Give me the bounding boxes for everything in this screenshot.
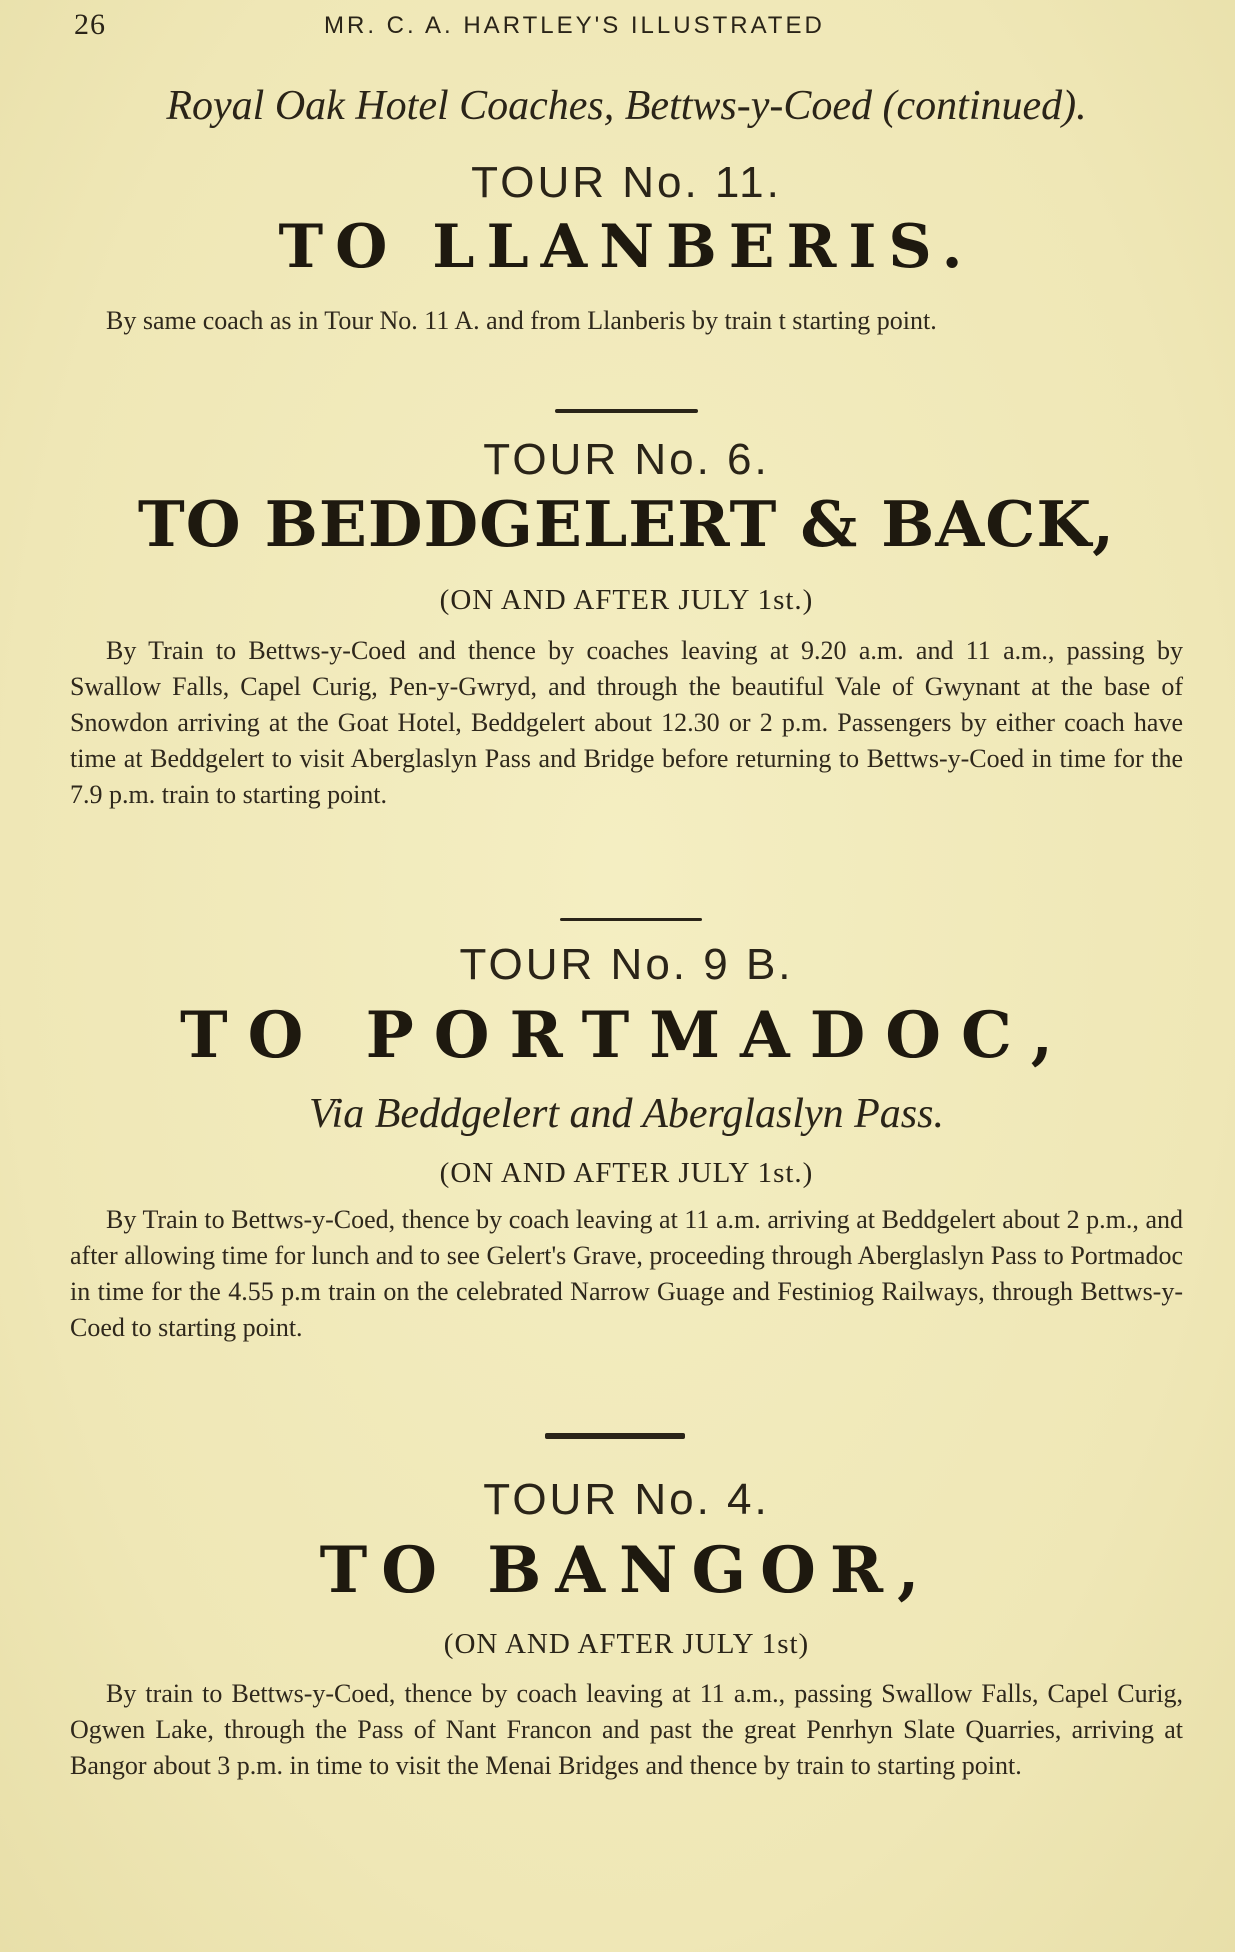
tour-9b-route: Via Beddgelert and Aberglaslyn Pass. [309,1091,944,1137]
tour-6-destination: TO BEDDGELERT & BACK, [137,487,1116,561]
tour-4-description: By train to Bettws-y-Coed, thence by coach leaving at 11 a.m., passing Swallow Falls, Capel Curig, Ogwen Lake, through the Pass of Nant Francon and past the great Penrhyn Slate Quarries, arriving at Bangor about 3 p.m. in time to visit the Menai Bridges and thence by train to starting point. [70,1679,1183,1780]
tour-6-description: By Train to Bettws-y-Coed and thence by coaches leaving at 9.20 a.m. and 11 a.m., passing by Swallow Falls, Capel Curig, Pen-y-Gwryd, and through the beautiful Vale of Gwynant at the base of Snowdon arriving at the Goat Hotel, Beddgelert about 12.30 or 2 p.m. Passengers by either coach have time at Beddgelert to visit Aberglaslyn Pass and Bridge before returning to Bettws-y-Coed in time for the 7.9 p.m. train to starting point. [70,636,1183,809]
tour-9b-date-note: (ON AND AFTER JULY 1st.) [439,1157,814,1189]
tour-11-destination: TO LLANBERIS. [278,212,975,282]
coach-service-title: Royal Oak Hotel Coaches, Bettws-y-Coed (continued). [166,83,1087,129]
tour-4-number: TOUR No. 4. [483,1475,770,1524]
section-divider [545,1433,685,1439]
section-divider [555,409,698,413]
tour-9b-destination: TO PORTMADOC, [179,998,1074,1073]
tour-4-date-note: (ON AND AFTER JULY 1st) [443,1628,810,1660]
tour-11-description: By same coach as in Tour No. 11 A. and from Llanberis by train t starting point. [106,306,937,335]
section-divider [560,918,702,921]
page-number: 26 [74,8,106,41]
tour-6-number: TOUR No. 6. [483,435,770,484]
tour-9b-description: By Train to Bettws-y-Coed, thence by coach leaving at 11 a.m. arriving at Beddgelert about 2 p.m., and after allowing time for lunch and to see Gelert's Grave, proceeding through Aberglaslyn Pass to Portmadoc in time for the 4.55 p.m train on the celebrated Narrow Guage and Festiniog Railways, through Bettws-y-Coed to starting point. [70,1205,1183,1342]
tour-4-destination: TO BANGOR, [319,1533,934,1608]
tour-6-date-note: (ON AND AFTER JULY 1st.) [439,584,814,616]
tour-9b-number: TOUR No. 9 B. [459,940,794,989]
running-title: MR. C. A. HARTLEY'S ILLUSTRATED [324,12,825,39]
tour-11-number: TOUR No. 11. [471,158,782,207]
running-header [74,8,954,48]
